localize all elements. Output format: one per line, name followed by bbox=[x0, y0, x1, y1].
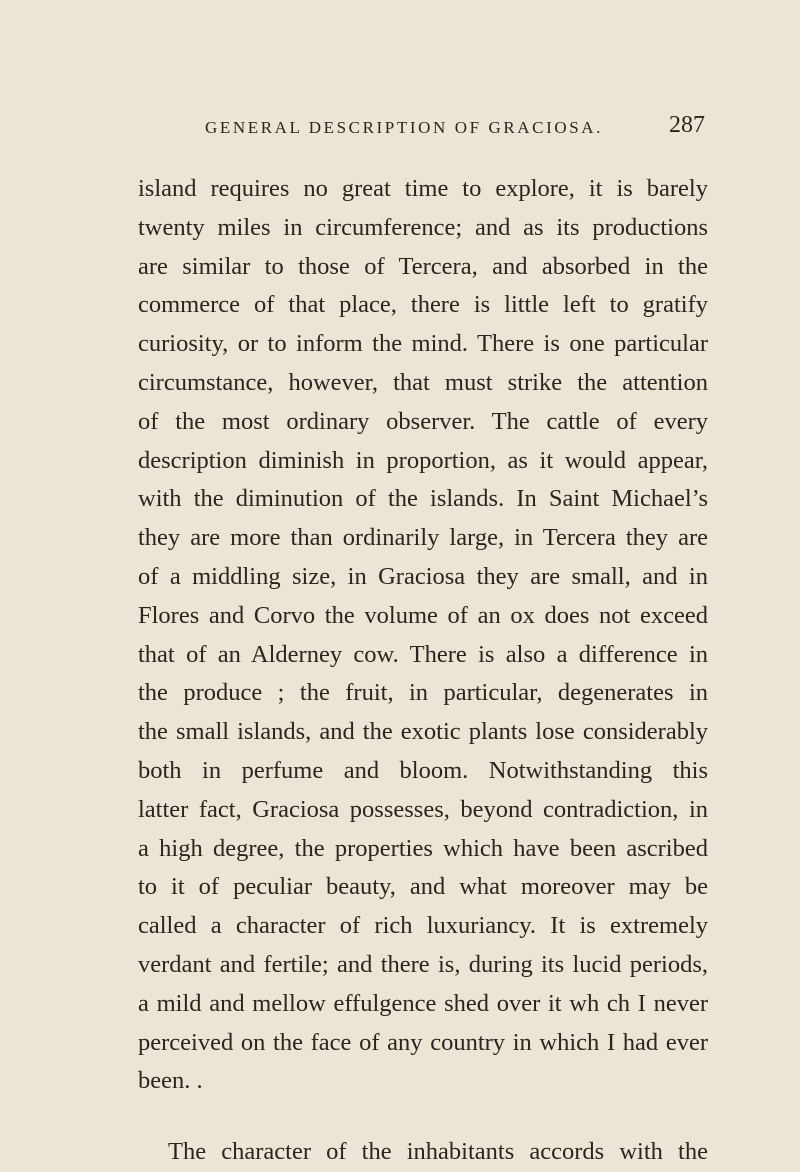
text-line: the produce ; the fruit, in particular, degenerates in bbox=[138, 679, 708, 707]
text-line: are similar to those of Tercera, and absorbed in the bbox=[138, 252, 708, 280]
text-line: perceived on the face of any country in which I had ever bbox=[138, 1028, 708, 1056]
page-number: 287 bbox=[669, 112, 705, 138]
text-line: that of an Alderney cow. There is also a difference in bbox=[138, 640, 708, 668]
paragraph bbox=[138, 1133, 708, 1172]
text-line: latter fact, Graciosa possesses, beyond contradiction, in bbox=[138, 795, 708, 823]
text-line: been. . bbox=[138, 1067, 203, 1095]
text-line: description diminish in proportion, as it would appear, bbox=[138, 446, 708, 474]
text-line: the small islands, and the exotic plants lose considerably bbox=[138, 718, 708, 746]
text-line: curiosity, or to inform the mind. There is one particular bbox=[138, 330, 708, 358]
text-line: The character of the inhabitants accords with the bbox=[168, 1138, 708, 1166]
text-line: of the most ordinary observer. The cattle of every bbox=[138, 407, 708, 435]
text-line: verdant and fertile; and there is, during its lucid periods, bbox=[138, 950, 708, 978]
text-line: island requires no great time to explore, it is barely bbox=[138, 175, 708, 202]
body-text bbox=[138, 170, 708, 1172]
chapter-heading: GENERAL DESCRIPTION OF GRACIOSA. bbox=[205, 118, 604, 137]
text-line: with the diminution of the islands. In Saint Michael’s bbox=[138, 485, 708, 513]
text-line: to it of peculiar beauty, and what moreover may be bbox=[138, 873, 708, 901]
text-line: called a character of rich luxuriancy. It is extremely bbox=[138, 912, 708, 940]
text-line: they are more than ordinarily large, in Tercera they are bbox=[138, 524, 708, 552]
text-line: a mild and mellow effulgence shed over it wh ch I never bbox=[138, 989, 708, 1017]
running-head bbox=[205, 112, 705, 148]
text-line: Flores and Corvo the volume of an ox does not exceed bbox=[138, 601, 708, 629]
text-line: both in perfume and bloom. Notwithstanding this bbox=[138, 756, 708, 784]
paragraph-gap bbox=[138, 1101, 708, 1133]
text-line: commerce of that place, there is little left to gratify bbox=[138, 291, 708, 319]
text-line: twenty miles in circumference; and as its productions bbox=[138, 213, 708, 241]
text-line: circumstance, however, that must strike the attention bbox=[138, 368, 708, 396]
paragraph bbox=[138, 170, 708, 1101]
text-line: of a middling size, in Graciosa they are small, and in bbox=[138, 562, 708, 590]
text-line: a high degree, the properties which have been ascribed bbox=[138, 834, 708, 862]
